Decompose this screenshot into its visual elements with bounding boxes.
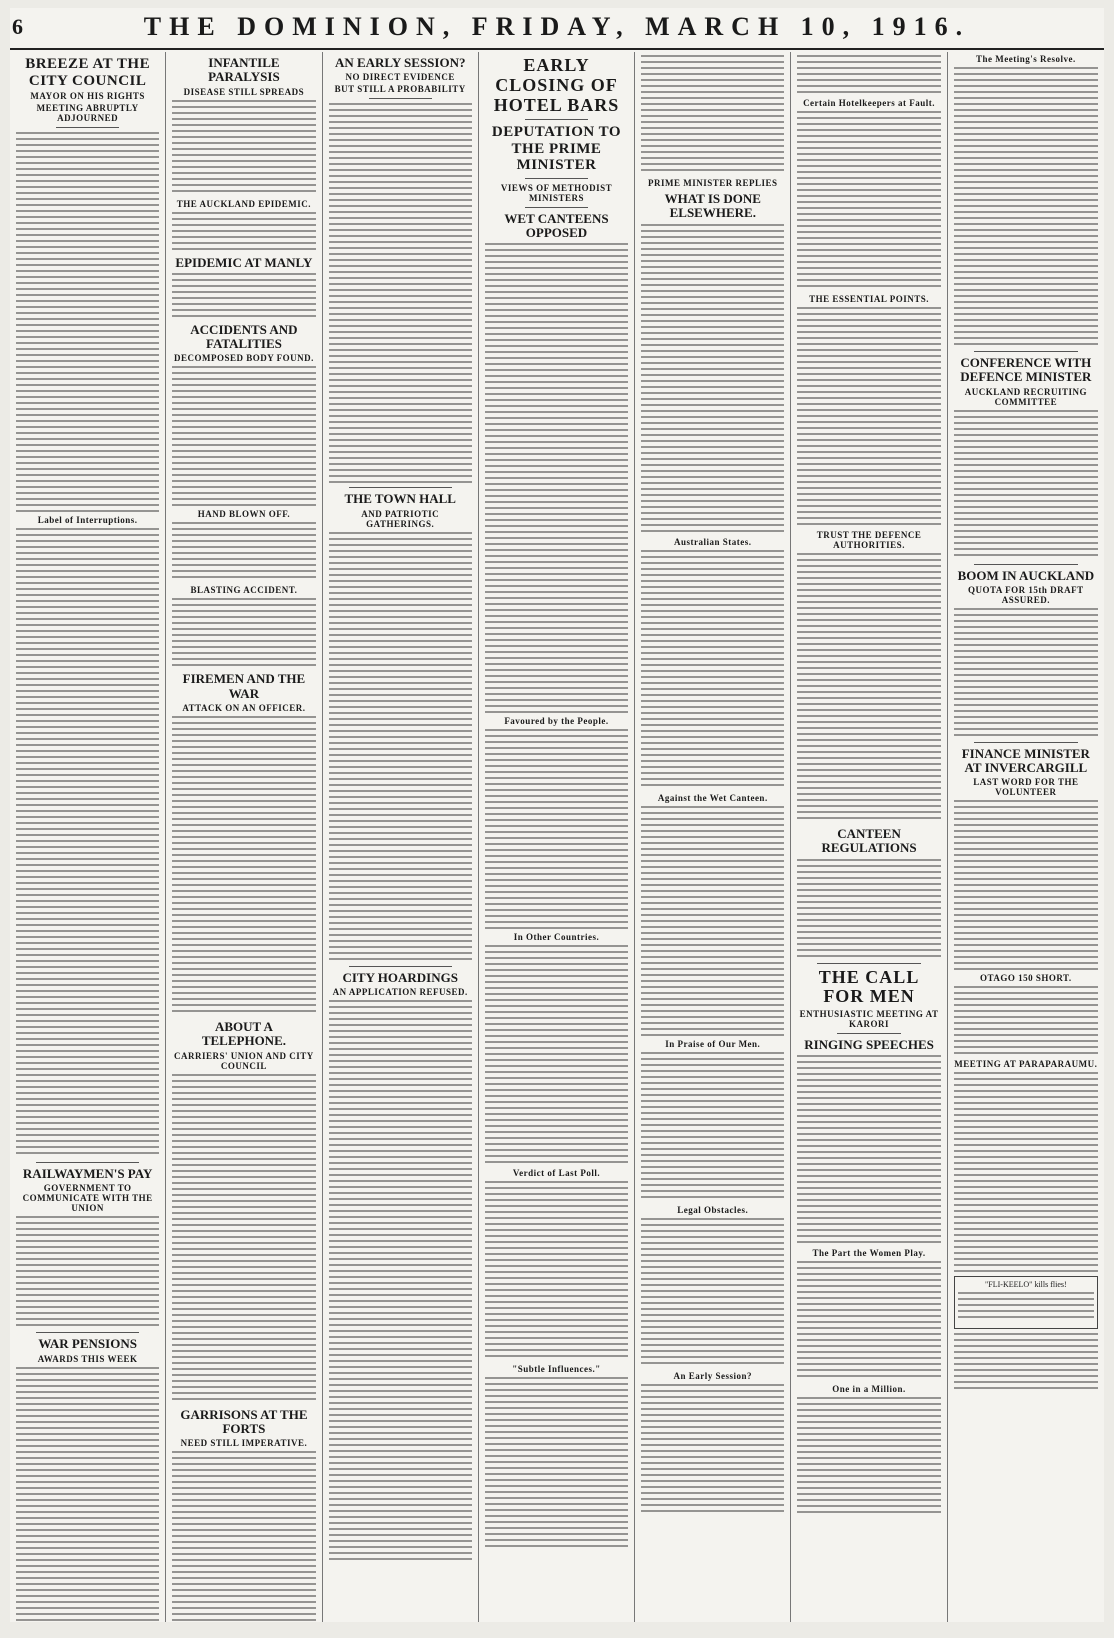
subheadline: LAST WORD FOR THE VOLUNTEER	[973, 777, 1079, 798]
article-body	[329, 103, 472, 483]
article-body	[797, 859, 940, 959]
subheadline: QUOTA FOR 15th DRAFT ASSURED.	[968, 584, 1084, 605]
subheadline: AND PATRIOTIC GATHERINGS.	[361, 508, 440, 529]
article-body	[172, 716, 315, 1016]
article-body	[172, 1451, 315, 1622]
subheadline: Verdict of Last Poll.	[512, 1168, 601, 1179]
headline: FINANCE MINISTER AT INVERCARGILL	[961, 745, 1090, 776]
article-body	[641, 1218, 784, 1368]
subheadline: DISEASE STILL SPREADS	[183, 86, 305, 97]
subheadline: THE AUCKLAND EPIDEMIC.	[176, 198, 312, 209]
divider	[974, 351, 1078, 352]
headline: WHAT IS DONE ELSEWHERE.	[664, 191, 761, 221]
subheadline: AUCKLAND RECRUITING COMMITTEE	[964, 386, 1087, 407]
headline: CANTEEN REGULATIONS	[821, 826, 917, 856]
article-body	[954, 1333, 1098, 1393]
article-body	[172, 273, 315, 319]
subheadline: MAYOR ON HIS RIGHTS	[30, 91, 145, 101]
subheadline: CARRIERS' UNION AND CITY COUNCIL	[174, 1050, 314, 1071]
headline: THE CALL FOR MEN	[818, 966, 920, 1007]
headline: WAR PENSIONS	[38, 1336, 137, 1352]
article-body	[641, 55, 784, 175]
article-body	[16, 1216, 159, 1328]
headline: RINGING SPEECHES	[804, 1037, 934, 1053]
headline: FIREMEN AND THE WAR	[182, 671, 306, 701]
subheadline: BLASTING ACCIDENT.	[190, 585, 298, 596]
column-1	[10, 52, 166, 1622]
divider	[837, 1033, 900, 1034]
headline: RAILWAYMEN'S PAY	[22, 1166, 153, 1181]
subheadline: GOVERNMENT TO COMMUNICATE WITH THE UNION	[22, 1183, 153, 1214]
article-body	[797, 1397, 940, 1517]
ad-body	[958, 1292, 1094, 1322]
subheadline: Australian States.	[674, 536, 752, 547]
headline: EPIDEMIC AT MANLY	[175, 254, 313, 270]
article-body	[172, 100, 315, 196]
subheadline: VIEWS OF METHODIST MINISTERS	[500, 182, 613, 203]
subheadline: NEED STILL IMPERATIVE.	[180, 1438, 308, 1449]
article-body	[485, 1181, 628, 1361]
article-body	[641, 1052, 784, 1202]
article-body	[954, 410, 1098, 560]
divider	[974, 564, 1078, 565]
headline: CONFERENCE WITH DEFENCE MINISTER	[960, 355, 1092, 385]
subheadline: MEETING AT PARAPARAUMU.	[954, 1059, 1098, 1070]
article-body	[16, 1367, 159, 1622]
article-body	[329, 1000, 472, 1560]
article-body	[954, 986, 1098, 1056]
divider	[525, 207, 588, 208]
subheadline: DECOMPOSED BODY FOUND.	[173, 353, 314, 364]
divider	[369, 98, 432, 99]
article-body	[641, 224, 784, 534]
divider	[525, 119, 588, 120]
subheadline: HAND BLOWN OFF.	[197, 509, 291, 520]
divider	[56, 127, 119, 128]
subheadline: MEETING ABRUPTLY ADJOURNED	[36, 103, 139, 123]
subheadline: AN APPLICATION REFUSED.	[332, 986, 468, 997]
subheadline: AWARDS THIS WEEK	[37, 1353, 138, 1364]
subheadline: Certain Hotelkeepers at Fault.	[803, 98, 936, 108]
article-body	[954, 67, 1098, 347]
article-body	[641, 550, 784, 790]
headline: AN EARLY SESSION?	[334, 55, 466, 70]
headline: ACCIDENTS AND FATALITIES	[190, 321, 298, 352]
subheadline: An Early Session?	[673, 1370, 753, 1381]
subheadline: The Part the Women Play.	[812, 1248, 926, 1259]
article-body	[485, 729, 628, 929]
article-body	[16, 132, 159, 512]
news-columns	[10, 52, 1104, 1622]
subheadline: TRUST THE DEFENCE AUTHORITIES.	[816, 530, 922, 550]
divider	[525, 178, 588, 179]
article-body	[485, 243, 628, 713]
article-body	[172, 522, 315, 582]
divider	[36, 1162, 139, 1163]
subheadline: The Meeting's Resolve.	[975, 54, 1076, 64]
subheadline: THE ESSENTIAL POINTS.	[809, 294, 929, 304]
column-2	[166, 52, 322, 1622]
article-body	[641, 1384, 784, 1514]
newspaper-page	[10, 8, 1104, 1622]
divider	[36, 1332, 139, 1333]
column-7	[948, 52, 1104, 1622]
article-body	[172, 212, 315, 252]
column-6	[791, 52, 947, 1622]
subheadline: PRIME MINISTER REPLIES	[648, 178, 778, 188]
subheadline: Legal Obstacles.	[677, 1204, 749, 1215]
article-body	[954, 608, 1098, 738]
headline: THE TOWN HALL	[344, 491, 456, 507]
article-body	[329, 532, 472, 962]
headline: CITY HOARDINGS	[342, 969, 458, 985]
column-3	[323, 52, 479, 1622]
headline: ABOUT A TELEPHONE.	[201, 1019, 286, 1049]
divider	[349, 487, 452, 488]
subheadline: NO DIRECT EVIDENCE	[345, 72, 455, 83]
article-body	[797, 55, 940, 95]
headline: EARLY CLOSING OF HOTEL BARS	[493, 55, 620, 115]
subheadline: ATTACK ON AN OFFICER.	[182, 703, 306, 714]
ad-text: "FLI-KEELO" kills flies!	[985, 1280, 1067, 1290]
subheadline: In Praise of Our Men.	[665, 1038, 761, 1049]
article-body	[485, 945, 628, 1165]
subheadline: One in a Million.	[832, 1384, 906, 1395]
article-body	[797, 111, 940, 291]
subheadline: In Other Countries.	[513, 932, 600, 943]
subheadline: Label of Interruptions.	[37, 515, 138, 525]
headline: DEPUTATION TO THE PRIME MINISTER	[491, 124, 622, 174]
column-5	[635, 52, 791, 1622]
subheadline: ENTHUSIASTIC MEETING AT KARORI	[799, 1009, 939, 1030]
headline: WET CANTEENS OPPOSED	[504, 210, 609, 241]
article-body	[797, 553, 940, 823]
page-number: 6	[12, 14, 23, 39]
headline: GARRISONS AT THE FORTS	[180, 1406, 308, 1436]
column-4	[479, 52, 635, 1622]
article-body	[172, 366, 315, 506]
divider	[974, 742, 1078, 743]
headline: BOOM IN AUCKLAND	[957, 567, 1095, 583]
article-body	[16, 528, 159, 1158]
headline: INFANTILE PARALYSIS	[208, 55, 280, 85]
divider	[817, 963, 920, 964]
divider	[349, 966, 452, 967]
article-body	[172, 598, 315, 668]
newspaper-title: THE DOMINION, FRIDAY, MARCH 10, 1916.	[143, 12, 971, 41]
article-body	[172, 1074, 315, 1404]
advertisement	[954, 1276, 1098, 1329]
article-body	[797, 1261, 940, 1381]
article-body	[641, 806, 784, 1036]
article-body	[797, 307, 940, 527]
article-body	[797, 1055, 940, 1245]
subheadline: Favoured by the People.	[504, 716, 609, 727]
subheadline: Against the Wet Canteen.	[657, 792, 768, 803]
subheadline: OTAGO 150 SHORT.	[980, 973, 1072, 984]
article-body	[954, 1072, 1098, 1272]
article-body	[954, 800, 1098, 970]
headline: BREEZE AT THE CITY COUNCIL	[25, 56, 151, 89]
subheadline: BUT STILL A PROBABILITY	[334, 84, 466, 95]
article-body	[485, 1377, 628, 1547]
masthead	[10, 8, 1104, 50]
subheadline: "Subtle Influences."	[512, 1364, 601, 1375]
